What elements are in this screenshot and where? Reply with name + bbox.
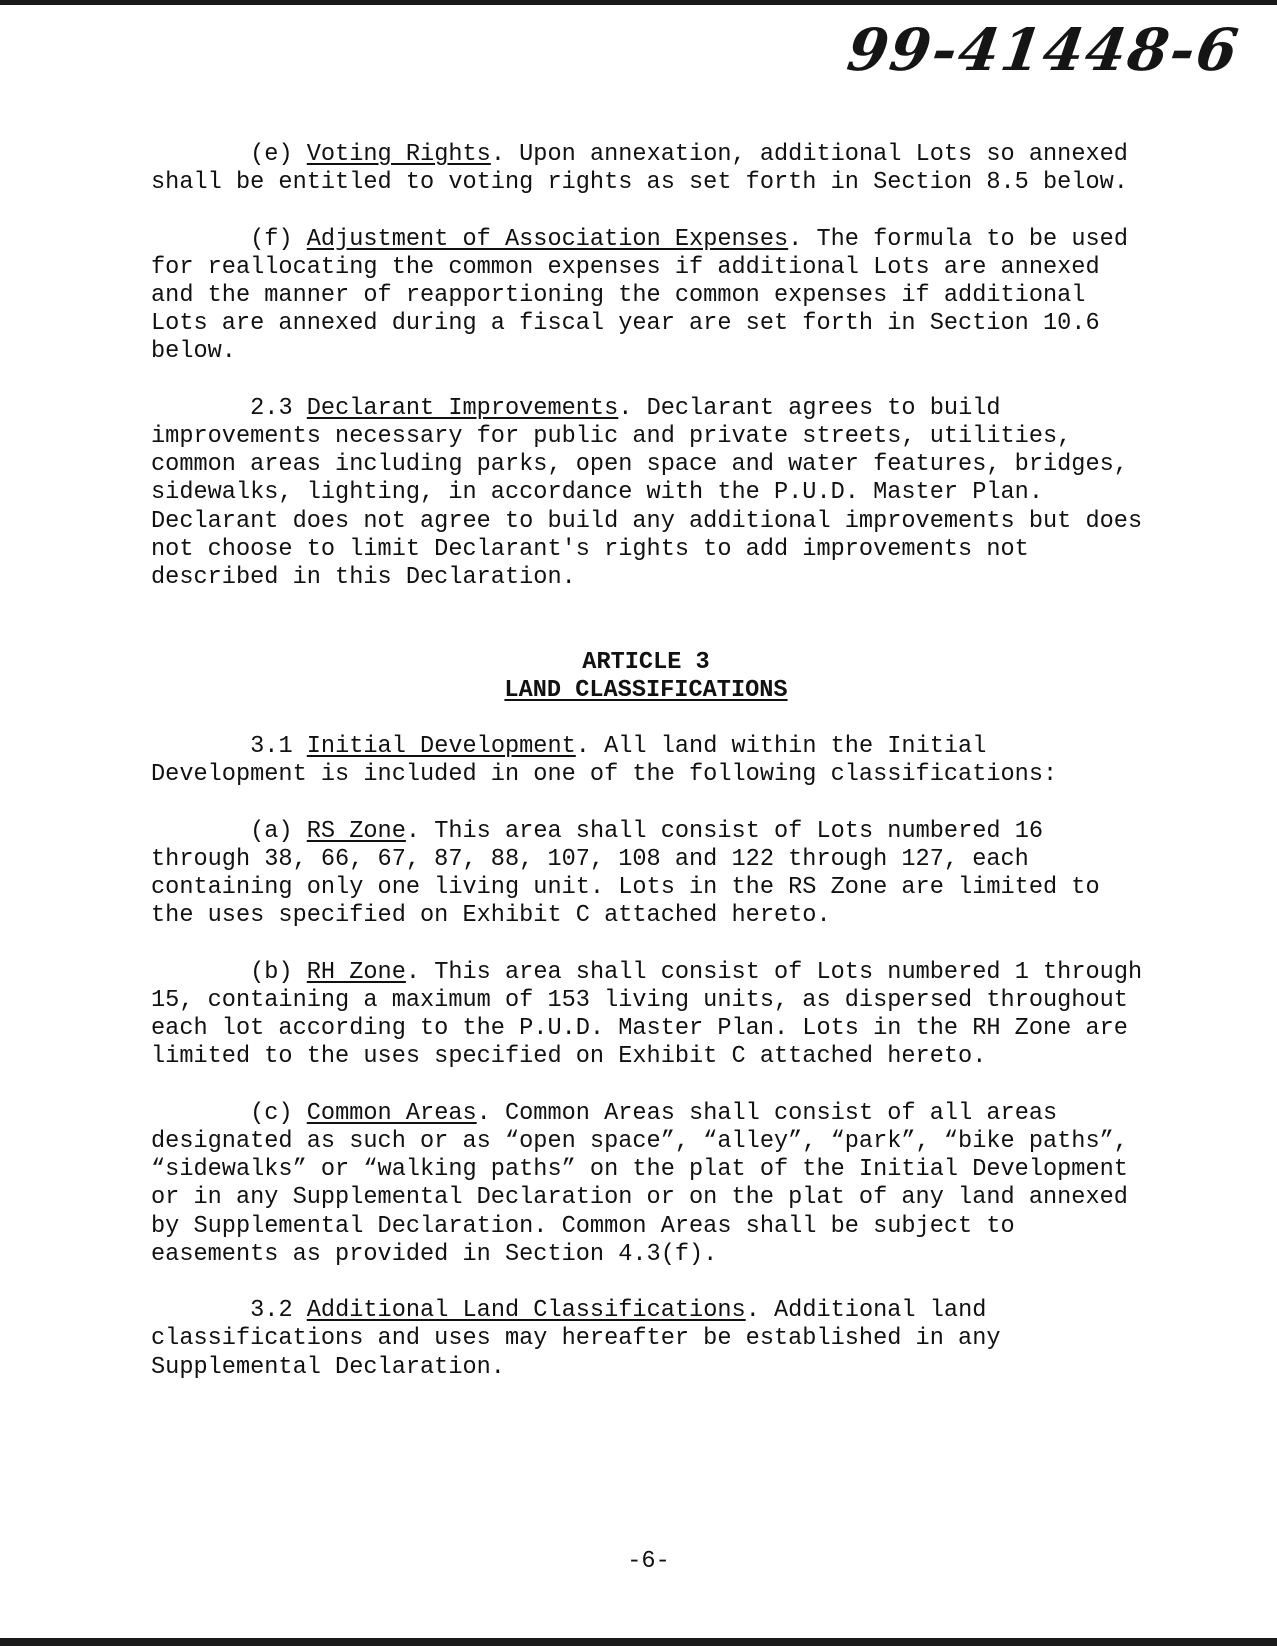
paragraph-f-adjustment-of-expenses <box>151 226 1151 367</box>
section-text: . Additional land classifications and uses may hereafter be established in any Supplemental Declaration. <box>151 1297 1015 1381</box>
article-subheading: LAND CLASSIFICATIONS <box>504 676 788 704</box>
scan-edge-bottom <box>0 1638 1277 1646</box>
section-number: 3.2 <box>250 1297 307 1325</box>
section-number: 2.3 <box>250 394 307 422</box>
section-title: Declarant Improvements <box>306 394 619 422</box>
paragraph-prefix: (a) <box>250 817 307 845</box>
document-body <box>151 141 1157 1410</box>
paragraph-prefix: (f) <box>250 225 307 253</box>
page-number: -6- <box>627 1548 670 1575</box>
paragraph-e-voting-rights <box>151 141 1151 197</box>
scan-edge-top <box>0 0 1277 5</box>
paragraph-b-rh-zone <box>151 958 1157 1072</box>
paragraph-c-common-areas <box>151 1100 1151 1269</box>
handwritten-document-number: 99-41448-6 <box>843 16 1244 84</box>
paragraph-text: . Common Areas shall consist of all areas designated as such or as “open space”, “alley”, “park”, “bike paths”, “sidewalks” or “walking paths” on the plat of the Initial Development or in any Supplemental Declaration or on the plat of any land annexed by Supplemental Declaration. Common Areas shall be subject to easements as provided in Section 4.3(f). <box>151 1099 1143 1268</box>
article-heading-block <box>151 649 1151 705</box>
paragraph-title: RS Zone <box>306 817 406 845</box>
paragraph-prefix: (b) <box>250 958 307 986</box>
paragraph-text: . This area shall consist of Lots numbered 1 through 15, containing a maximum of 153 living units, as dispersed throughout each lot according to the P.U.D. Master Plan. Lots in the RH Zone are limited to the uses specified on Exhibit C attached hereto. <box>151 958 1157 1071</box>
section-title: Initial Development <box>306 733 576 761</box>
paragraph-a-rs-zone <box>151 818 1151 931</box>
section-3-1-initial-development <box>151 733 1151 789</box>
paragraph-title: Adjustment of Association Expenses <box>306 225 789 253</box>
section-3-2-additional-classifications <box>151 1297 1151 1382</box>
paragraph-text: . The formula to be used for reallocating the common expenses if additional Lots are annexed and the manner of reapportioning the common expenses if additional Lots are annexed during a fiscal year are set forth in Section 10.6 below. <box>151 225 1143 366</box>
paragraph-text: . This area shall consist of Lots numbered 16 through 38, 66, 67, 87, 88, 107, 108 and 122 through 127, each containing only one living unit. Lots in the RS Zone are limited to the uses specified on Exhibit C attached hereto. <box>151 817 1114 930</box>
paragraph-title: Voting Rights <box>306 141 491 168</box>
paragraph-prefix: (e) <box>250 141 307 168</box>
paragraph-prefix: (c) <box>250 1099 307 1127</box>
section-text: . All land within the Initial Development is included in one of the following classifications: <box>151 733 1058 789</box>
paragraph-text: . Upon annexation, additional Lots so annexed shall be entitled to voting rights as set forth in Section 8.5 below. <box>151 141 1143 197</box>
section-2-3-declarant-improvements <box>151 394 1157 592</box>
article-heading: ARTICLE 3 <box>582 648 710 676</box>
section-title: Additional Land Classifications <box>306 1297 746 1325</box>
paragraph-title: Common Areas <box>306 1099 477 1127</box>
section-text: . Declarant agrees to build improvements necessary for public and private streets, utilities, common areas including parks, open space and water features, bridges, sidewalks, lighting, in accordance with the P.U.D. Master Plan. Declarant does not agree to build any additional improvements but does not choose to limit Declarant's rights to add improvements not described in this Declaration. <box>151 394 1157 592</box>
paragraph-title: RH Zone <box>306 958 406 986</box>
section-number: 3.1 <box>250 733 307 761</box>
